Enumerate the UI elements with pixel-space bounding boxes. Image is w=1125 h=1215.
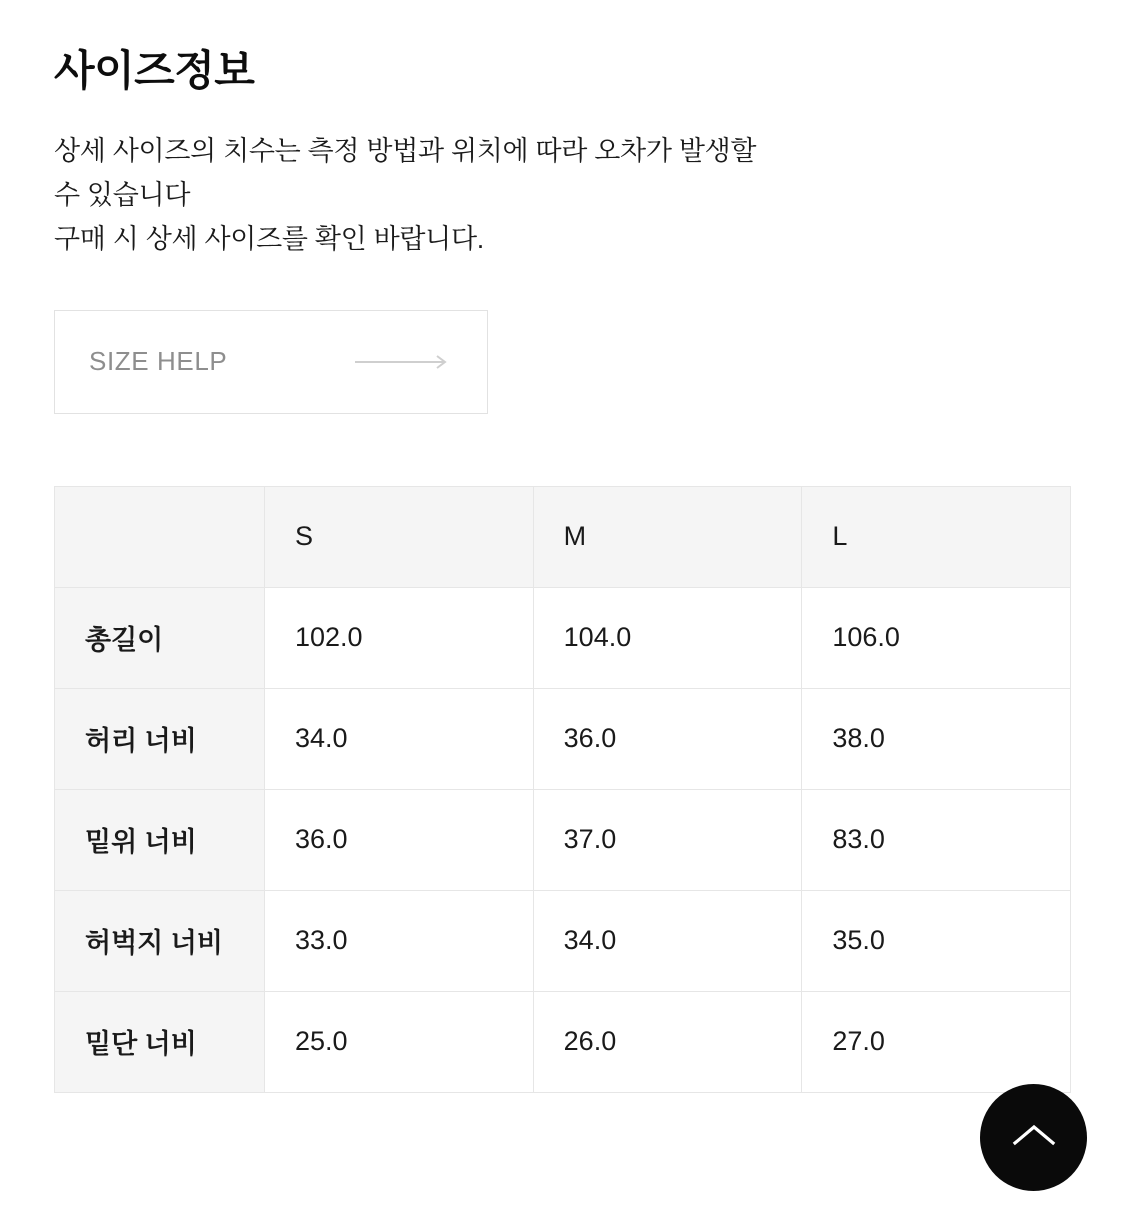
row-value-m: 34.0	[533, 890, 802, 991]
table-row	[55, 890, 1071, 991]
chevron-up-icon	[1011, 1121, 1057, 1154]
row-value-l: 83.0	[802, 789, 1071, 890]
row-value-l: 38.0	[802, 688, 1071, 789]
size-table-header-row	[55, 486, 1071, 587]
size-help-label: SIZE HELP	[89, 346, 228, 377]
notice-line-2: 수 있습니다	[54, 180, 191, 211]
row-label: 허리 너비	[55, 688, 265, 789]
size-table	[54, 486, 1071, 1093]
table-row	[55, 587, 1071, 688]
row-value-s: 33.0	[265, 890, 534, 991]
row-label: 허벅지 너비	[55, 890, 265, 991]
row-value-s: 34.0	[265, 688, 534, 789]
size-help-button[interactable]	[54, 310, 488, 414]
size-table-corner-cell	[55, 486, 265, 587]
row-value-s: 36.0	[265, 789, 534, 890]
notice-line-1: 상세 사이즈의 치수는 측정 방법과 위치에 따라 오차가 발생할	[54, 136, 757, 167]
notice-line-3: 구매 시 상세 사이즈를 확인 바랍니다.	[54, 223, 484, 254]
row-value-s: 102.0	[265, 587, 534, 688]
scroll-to-top-button[interactable]	[980, 1084, 1087, 1191]
row-value-m: 37.0	[533, 789, 802, 890]
row-label: 총길이	[55, 587, 265, 688]
row-value-s: 25.0	[265, 991, 534, 1092]
size-table-col-s: S	[265, 486, 534, 587]
table-row	[55, 688, 1071, 789]
table-row	[55, 991, 1071, 1092]
row-value-m: 26.0	[533, 991, 802, 1092]
size-table-col-l: L	[802, 486, 1071, 587]
row-label: 밑위 너비	[55, 789, 265, 890]
table-row	[55, 789, 1071, 890]
arrow-right-icon	[227, 354, 453, 370]
size-table-head	[55, 486, 1071, 587]
size-table-col-m: M	[533, 486, 802, 587]
row-label: 밑단 너비	[55, 991, 265, 1092]
row-value-l: 106.0	[802, 587, 1071, 688]
row-value-l: 27.0	[802, 991, 1071, 1092]
size-table-body	[55, 587, 1071, 1092]
row-value-m: 104.0	[533, 587, 802, 688]
size-notice	[54, 130, 1064, 261]
row-value-m: 36.0	[533, 688, 802, 789]
row-value-l: 35.0	[802, 890, 1071, 991]
page-title: 사이즈정보	[54, 47, 255, 94]
